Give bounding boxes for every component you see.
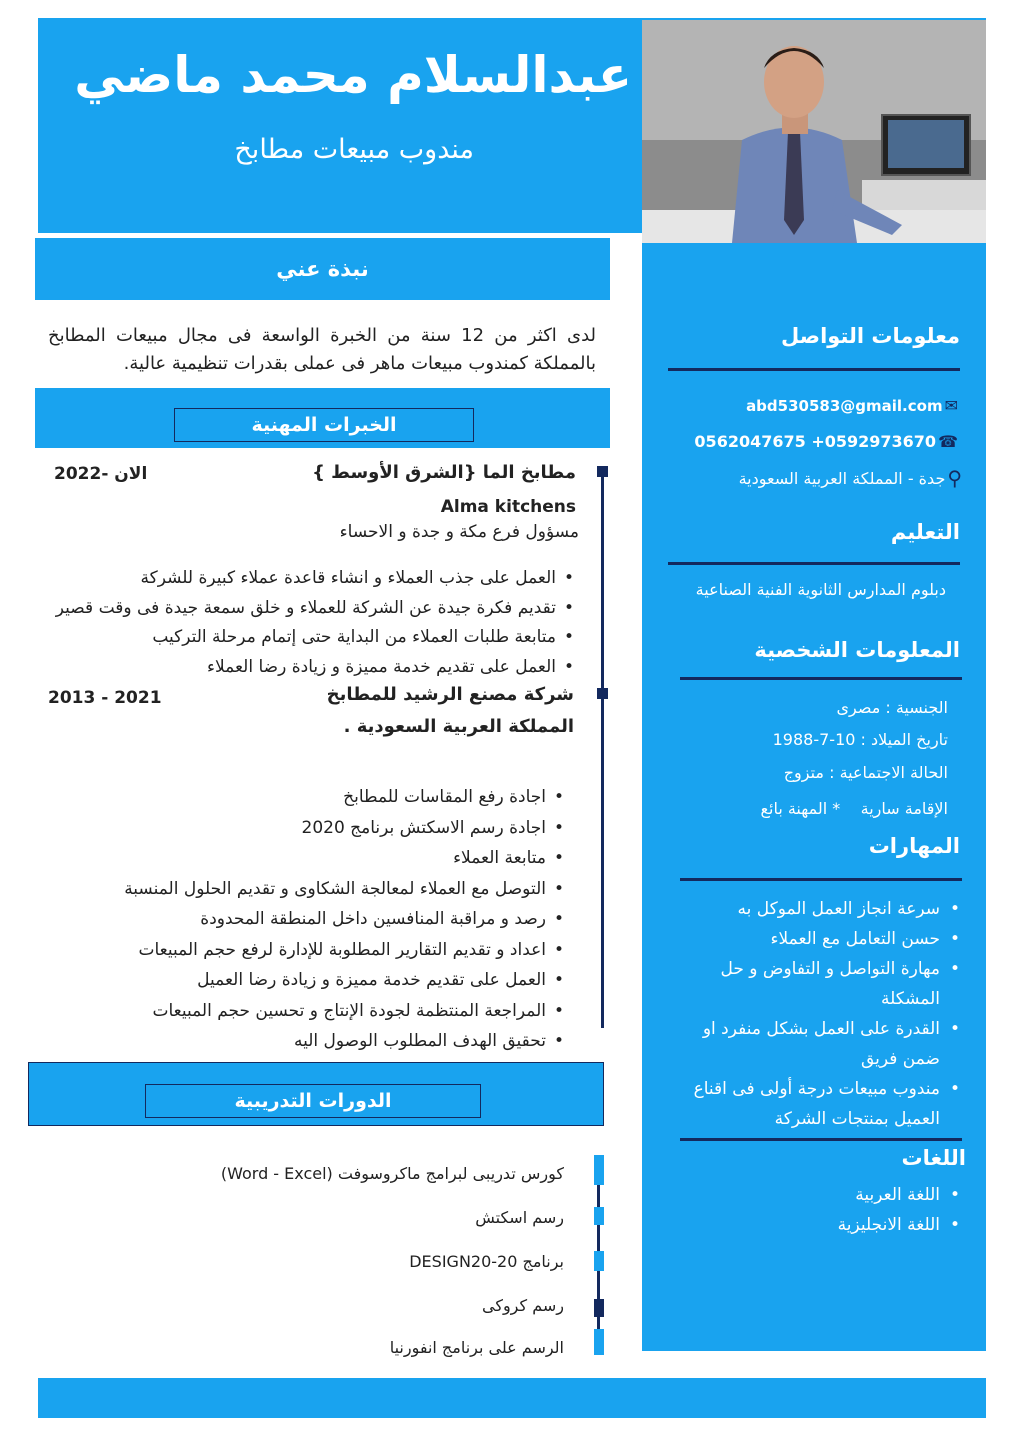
contact-phone[interactable]: 0592973670+ 0562047675 xyxy=(694,432,937,451)
list-item: • اجادة رفع المقاسات للمطابخ xyxy=(124,782,566,813)
job1-role: مسؤول فرع مكة و جدة و الاحساء xyxy=(339,522,579,542)
list-item: • التوصل مع العملاء لمعالجة الشكاوى و تقديم الحلول المنسبة xyxy=(124,874,566,905)
skills-divider xyxy=(680,878,962,881)
contact-location: جدة - المملكة العربية السعودية xyxy=(738,468,946,488)
candidate-name: عبدالسلام محمد ماضي xyxy=(74,46,632,104)
languages-heading: اللغات xyxy=(901,1146,966,1170)
contact-phone-row[interactable] xyxy=(694,432,958,451)
course-connector xyxy=(597,1225,600,1251)
personal-nationality: الجنسية : مصرى xyxy=(836,698,948,717)
profile-photo xyxy=(642,20,986,243)
timeline-line xyxy=(601,472,604,1028)
contact-email[interactable]: abd530583@gmail.com xyxy=(746,396,943,415)
footer-band xyxy=(38,1378,986,1418)
list-item: • تقديم فكرة جيدة عن الشركة للعملاء و خلق سمعة جيدة فى وقت قصير xyxy=(56,594,576,624)
list-item: • اللغة الانجليزية xyxy=(762,1210,962,1240)
list-item: • متابعة العملاء xyxy=(124,843,566,874)
contact-email-row[interactable] xyxy=(746,396,958,415)
course-connector xyxy=(597,1271,600,1299)
skills-bottom-divider xyxy=(680,1138,962,1141)
list-item: • تحقيق الهدف المطلوب الوصول اليه xyxy=(124,1026,566,1057)
list-item: • العمل على جذب العملاء و انشاء قاعدة عملاء كبيرة للشركة xyxy=(56,564,576,594)
course-item: الرسم على برنامج انفورنيا xyxy=(389,1338,564,1357)
course-item: رسم اسكتش xyxy=(475,1208,564,1227)
list-item: • المراجعة المنتظمة لجودة الإنتاج و تحسين حجم المبيعات xyxy=(124,996,566,1027)
list-item: • اللغة العربية xyxy=(762,1180,962,1210)
job2-tasks xyxy=(124,782,566,1057)
list-item: • متابعة طلبات العملاء من البداية حتى إتمام مرحلة التركيب xyxy=(56,623,576,653)
list-item: • اجادة رسم الاسكتش برنامج 2020 xyxy=(124,813,566,844)
list-item: • اعداد و تقديم التقارير المطلوبة للإدارة لرفع حجم المبيعات xyxy=(124,935,566,966)
envelope-icon: ✉ xyxy=(944,396,958,415)
job1-company: مطابخ الما {الشرق الأوسط } xyxy=(312,462,576,483)
languages-list xyxy=(762,1180,962,1240)
personal-marital-status: الحالة الاجتماعية : متزوج xyxy=(783,763,948,782)
phone-icon: ☎ xyxy=(938,432,958,451)
job1-company-en: Alma kitchens xyxy=(440,497,576,517)
personal-heading: المعلومات الشخصية xyxy=(754,638,960,662)
course-item: برنامج DESIGN20-20 xyxy=(409,1252,564,1271)
course-bar xyxy=(594,1329,604,1355)
education-divider xyxy=(668,562,960,565)
experience-heading: الخبرات المهنية xyxy=(174,408,474,442)
job2-company: شركة مصنع الرشيد للمطابخ xyxy=(326,684,574,705)
job1-dates: 2022- الان xyxy=(54,464,148,484)
timeline-node xyxy=(597,466,608,477)
course-connector xyxy=(597,1185,600,1207)
personal-birth-date: تاريخ الميلاد : 10-7-1988 xyxy=(772,730,948,749)
job2-location: المملكة العربية السعودية . xyxy=(343,716,574,737)
list-item: • مهارة التواصل و التفاوض و حل المشكلة xyxy=(662,954,962,1014)
location-pin-icon: ⚲ xyxy=(947,466,962,490)
list-item: • العمل على تقديم خدمة مميزة و زيادة رضا العميل xyxy=(124,965,566,996)
course-bar xyxy=(594,1299,604,1317)
course-bar xyxy=(594,1251,604,1271)
job2-dates: 2013 - 2021 xyxy=(48,688,162,708)
job1-tasks xyxy=(56,564,576,682)
contact-divider xyxy=(668,368,960,371)
list-item: • القدرة على العمل بشكل منفرد او ضمن فريق xyxy=(662,1014,962,1074)
about-heading: نبذة عني xyxy=(35,238,610,300)
personal-residence: الإقامة سارية * المهنة بائع xyxy=(760,799,948,818)
contact-location-row xyxy=(739,466,962,490)
education-text: دبلوم المدارس الثانوية الفنية الصناعية xyxy=(695,580,946,599)
course-bar xyxy=(594,1207,604,1225)
course-item: كورس تدريبى لبرامج ماكروسوفت (Word - Excel) xyxy=(220,1164,564,1183)
personal-divider xyxy=(680,677,962,680)
list-item: • مندوب مبيعات درجة أولى فى اقناع العميل بمنتجات الشركة xyxy=(662,1074,962,1134)
timeline-node xyxy=(597,688,608,699)
list-item: • سرعة انجاز العمل الموكل به xyxy=(662,894,962,924)
list-item: • حسن التعامل مع العملاء xyxy=(662,924,962,954)
contact-heading: معلومات التواصل xyxy=(781,324,960,348)
training-heading: الدورات التدريبية xyxy=(145,1084,481,1118)
course-bar xyxy=(594,1155,604,1185)
skills-heading: المهارات xyxy=(868,834,960,858)
course-item: رسم كروكى xyxy=(482,1296,564,1315)
list-item: • العمل على تقديم خدمة مميزة و زيادة رضا العملاء xyxy=(56,653,576,683)
about-text: لدى اكثر من 12 سنة من الخبرة الواسعة فى مجال مبيعات المطابخ بالمملكة كمندوب مبيعات ماهر فى عملى بقدرات تنظيمية عالية. xyxy=(48,325,597,374)
education-heading: التعليم xyxy=(890,520,960,544)
skills-list xyxy=(662,894,962,1134)
list-item: • رصد و مراقبة المنافسين داخل المنطقة المحدودة xyxy=(124,904,566,935)
course-connector xyxy=(597,1317,600,1329)
candidate-job-title: مندوب مبيعات مطابخ xyxy=(234,134,474,165)
